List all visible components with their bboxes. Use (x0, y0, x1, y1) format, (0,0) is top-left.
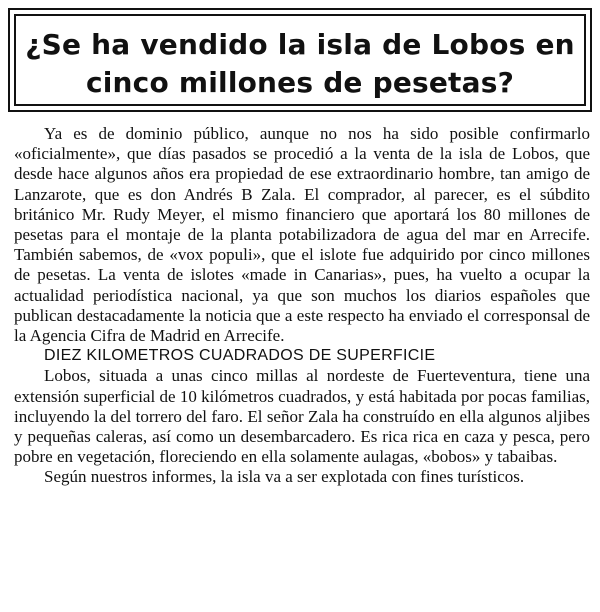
headline-frame (8, 8, 592, 112)
article-body (14, 124, 590, 488)
headline: ¿Se ha vendido la isla de Lobos en cinco millones de pesetas? (25, 28, 575, 99)
subheading: DIEZ KILOMETROS CUADRADOS DE SUPERFICIE (44, 347, 436, 365)
paragraph-intro: Ya es de dominio público, aunque no nos ha sido posible confirmarlo «oficialmente», que días pasados se procedió a la venta de la isla de Lobos, que desde hace algunos años era propiedad de ese extraordinario hombre, tan amigo de Lanzarote, que es don Andrés B Zala. El comprador, al parecer, es el súbdito británico Mr. Rudy Meyer, el mismo financiero que aportará los 80 millones de pesetas para el montaje de la planta potabilizadora de agua del mar en Arrecife. También sabemos, de «vox populi», que el islote fue adquirido por cinco millones de pesetas. La venta de islotes «made in Canarias», pues, ha vuelto a ocupar la actualidad periodística nacional, ya que son muchos los diarios españoles que publican destacadamente la noticia que a este respecto ha enviado el corresponsal de la Agencia Cifra de Madrid en Arrecife. (14, 124, 590, 346)
paragraph-conclusion: Según nuestros informes, la isla va a ser explotada con fines turísticos. (44, 467, 525, 487)
paragraph-description: Lobos, situada a unas cinco millas al nordeste de Fuerteventura, tiene una extensión superficial de 10 kilómetros cuadrados, y está habitada por pocas familias, incluyendo la del torrero del faro. El señor Zala ha construído en ella algunos aljibes y pequeñas caleras, así como un desembarcadero. Es rica rica en caza y pesca, pero pobre en vegetación, floreciendo en ella solamente aulagas, «bobos» y tabaibas. (14, 366, 590, 467)
